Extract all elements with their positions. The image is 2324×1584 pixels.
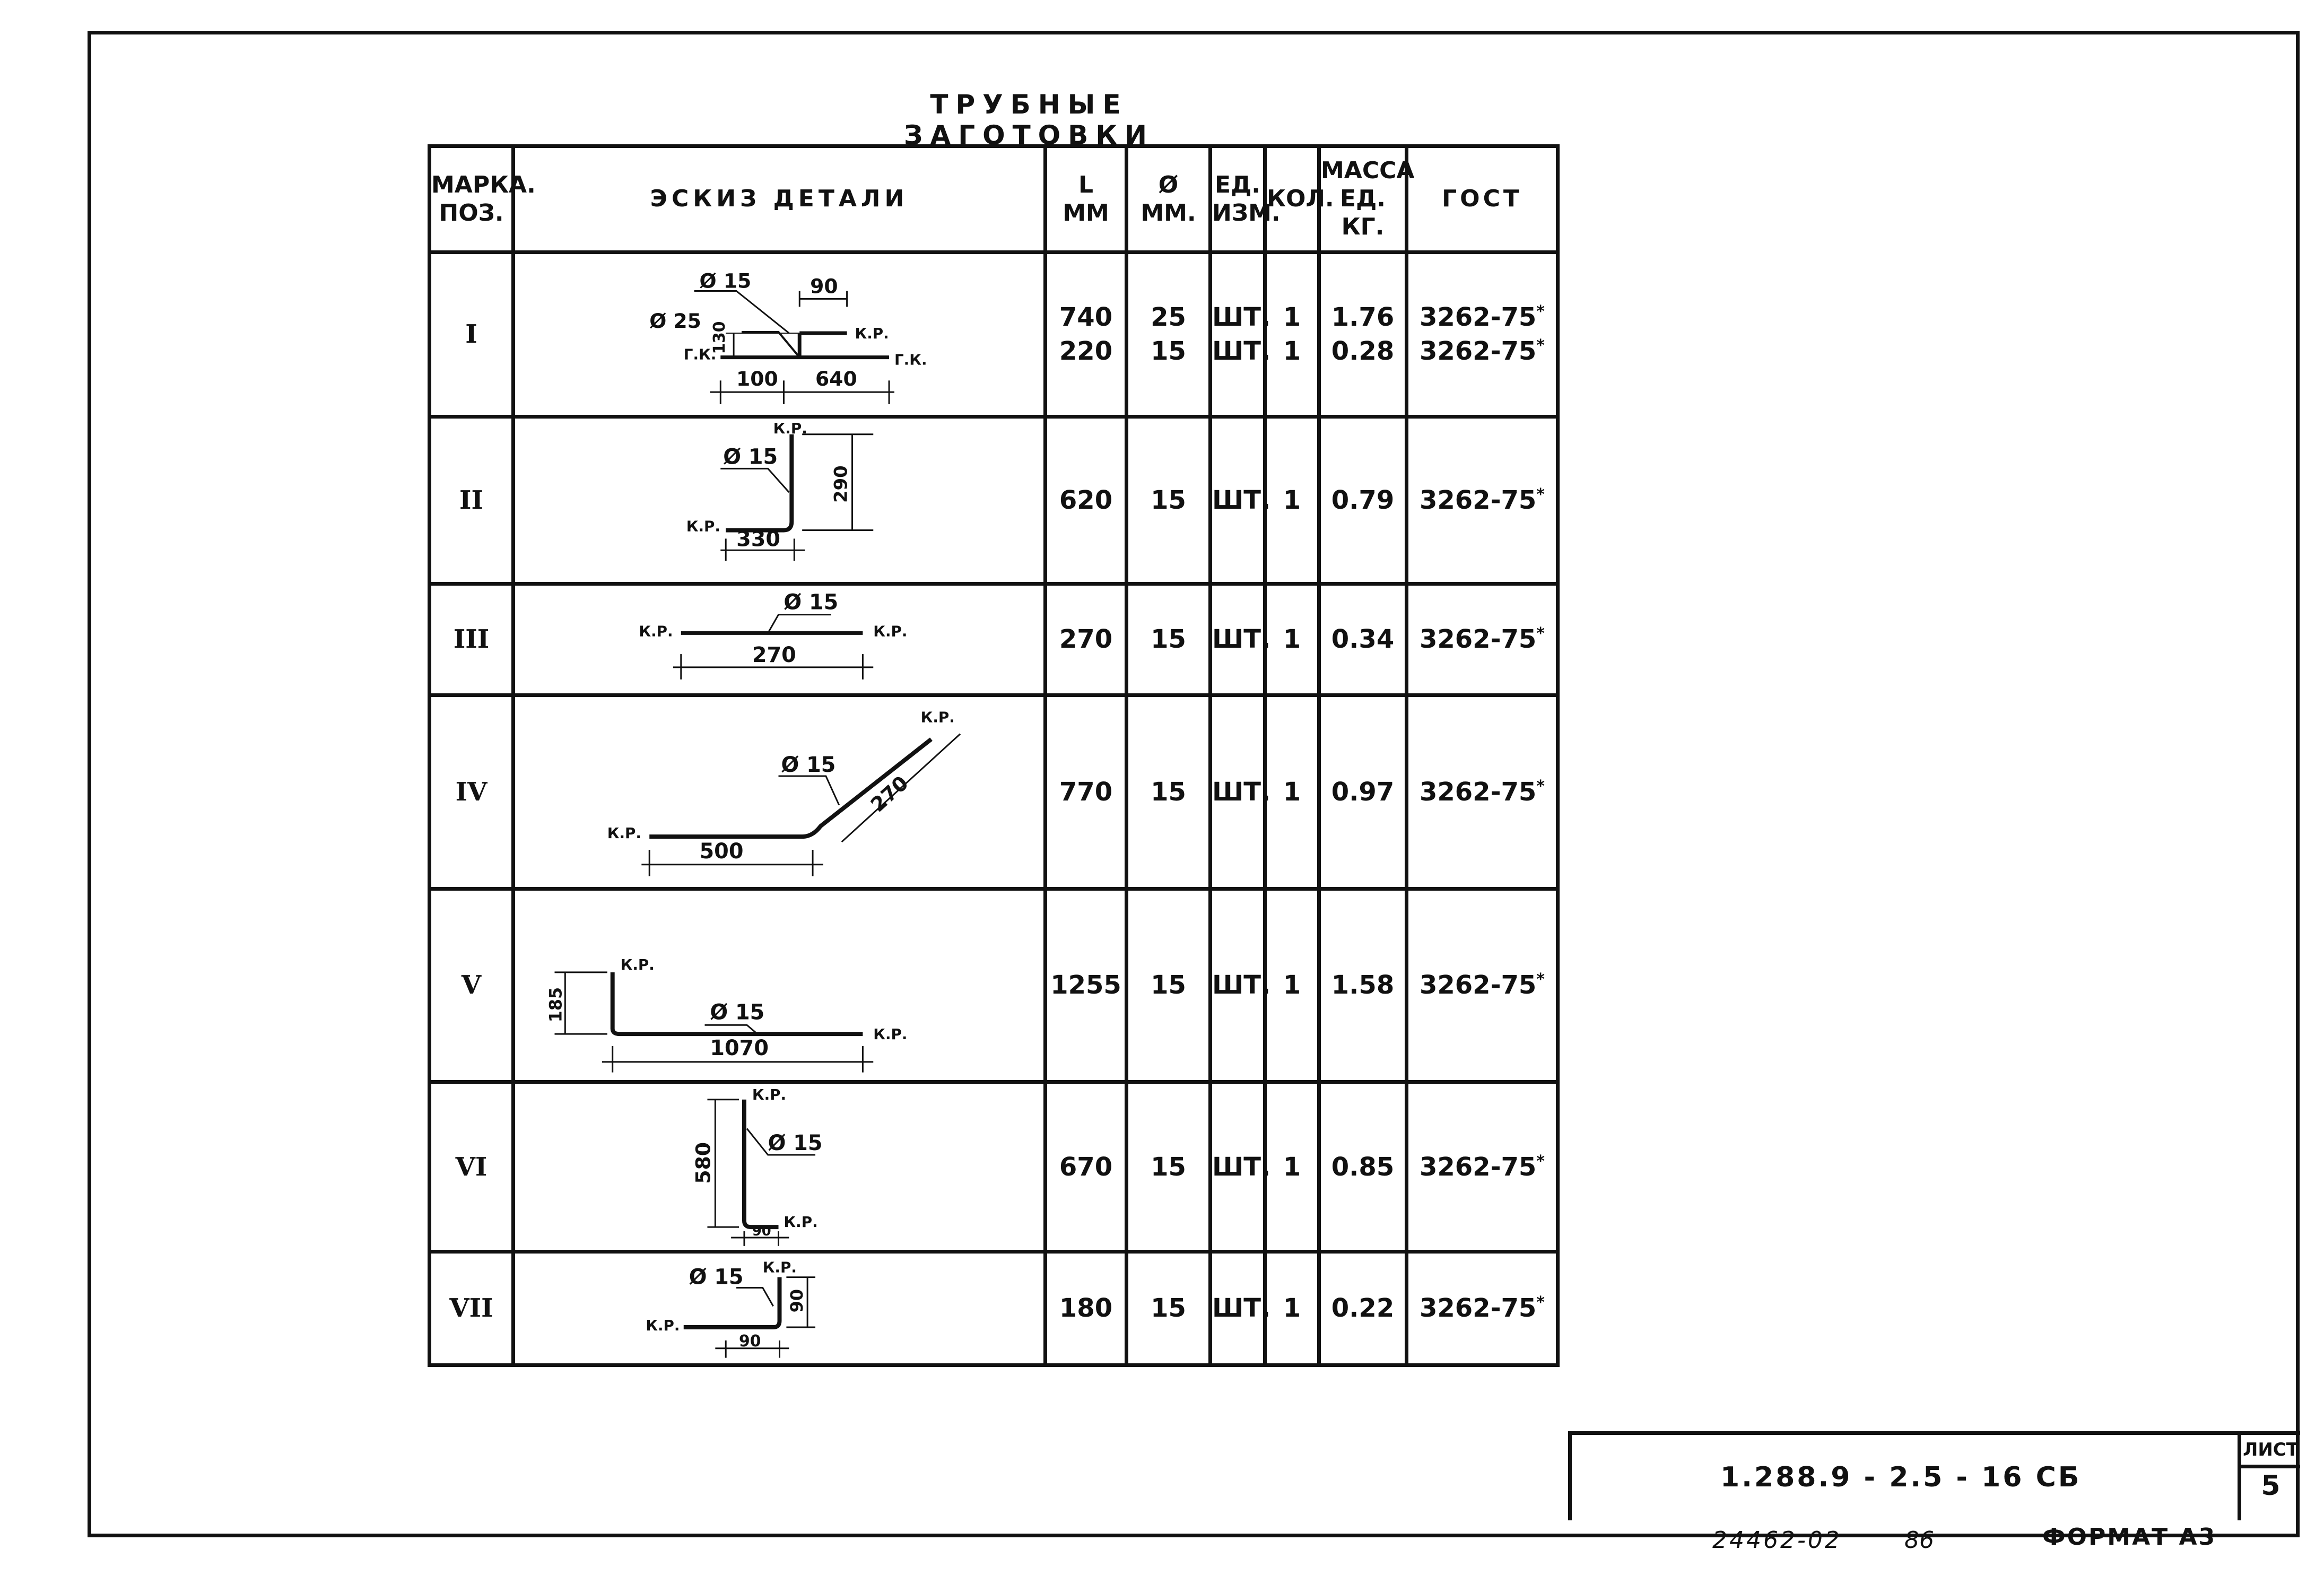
length-cell: 740 220 (1046, 253, 1127, 417)
diameter-cell: 15 (1127, 1082, 1211, 1252)
sketch-label: 185 (546, 987, 566, 1022)
diameter-cell: 15 (1127, 416, 1211, 584)
length-cell: 770 (1046, 695, 1127, 889)
sketch-drawing (515, 891, 1043, 1080)
table-row (430, 1082, 1558, 1252)
sketch-drawing (515, 1084, 1043, 1250)
length-cell: 670 (1046, 1082, 1127, 1252)
unit-cell: ШТ. (1211, 1252, 1265, 1365)
length-cell: 1255 (1046, 889, 1127, 1082)
gost-cell: 3262-75* (1407, 695, 1558, 889)
sketch-label: 90 (810, 274, 838, 298)
table-row (430, 1252, 1558, 1365)
qty-cell: 1 (1265, 695, 1319, 889)
unit-cell: ШТ. ШТ. (1211, 253, 1265, 417)
archive-year: 86 (1904, 1527, 1934, 1554)
mass-cell: 0.97 (1319, 695, 1407, 889)
sketch-label: 270 (866, 771, 913, 817)
sketch-label: К.Р. (873, 1025, 908, 1043)
sketch-label: К.Р. (873, 622, 908, 640)
sketch-label: К.Р. (646, 1316, 680, 1334)
header-length: L ММ (1046, 146, 1127, 253)
sketch-drawing (515, 1254, 1043, 1363)
sketch-label: 580 (691, 1142, 715, 1184)
sketch-label: 130 (710, 321, 729, 354)
row-mark: I (430, 253, 513, 417)
row-mark: II (430, 416, 513, 584)
sheet-box (2238, 1435, 2300, 1520)
title-block (1568, 1431, 2300, 1520)
mass-cell: 0.85 (1319, 1082, 1407, 1252)
sketch-label: 90 (788, 1289, 807, 1313)
diameter-cell: 15 (1127, 1252, 1211, 1365)
sketch-cell (513, 1252, 1046, 1365)
mass-cell: 1.76 0.28 (1319, 253, 1407, 417)
table-row (430, 889, 1558, 1082)
sketch-label: 330 (736, 527, 780, 552)
sketch-cell (513, 695, 1046, 889)
sketch-label: Ø 15 (723, 445, 778, 469)
gost-cell: 3262-75* (1407, 416, 1558, 584)
sketch-label: К.Р. (855, 324, 889, 342)
qty-cell: 1 (1265, 1252, 1319, 1365)
header-mass: МАССА ЕД. КГ. (1319, 146, 1407, 253)
format-label: ФОРМАТ А3 (2042, 1524, 2217, 1551)
header-sketch: ЭСКИЗ ДЕТАЛИ (513, 146, 1046, 253)
qty-cell: 1 (1265, 416, 1319, 584)
table-row (430, 584, 1558, 695)
row-mark: V (430, 889, 513, 1082)
sketch-label: 290 (830, 465, 851, 503)
diameter-cell: 25 15 (1127, 253, 1211, 417)
header-qty: КОЛ. (1265, 146, 1319, 253)
length-cell: 620 (1046, 416, 1127, 584)
sketch-label: 100 (736, 367, 778, 391)
mass-cell: 0.79 (1319, 416, 1407, 584)
row-mark: IV (430, 695, 513, 889)
sketch-label: 90 (739, 1331, 761, 1351)
row-mark: III (430, 584, 513, 695)
row-mark: VI (430, 1082, 513, 1252)
sketch-drawing (515, 586, 1043, 694)
unit-cell: ШТ. (1211, 889, 1265, 1082)
gost-cell: 3262-75* (1407, 584, 1558, 695)
sketch-label: К.Р. (773, 419, 807, 437)
diameter-cell: 15 (1127, 695, 1211, 889)
header-diameter: Ø ММ. (1127, 146, 1211, 253)
unit-cell: ШТ. (1211, 695, 1265, 889)
gost-cell: 3262-75* 3262-75* (1407, 253, 1558, 417)
sketch-cell (513, 889, 1046, 1082)
sketch-label: Г.К. (894, 351, 927, 369)
sketch-label: К.Р. (920, 708, 955, 726)
sketch-drawing (515, 697, 1043, 886)
unit-cell: ШТ. (1211, 1082, 1265, 1252)
sheet-label: ЛИСТ (2241, 1435, 2300, 1468)
mass-cell: 1.58 (1319, 889, 1407, 1082)
page-title: ТРУБНЫЕ ЗАГОТОВКИ (903, 89, 1155, 151)
diameter-cell: 15 (1127, 584, 1211, 695)
diameter-cell: 15 (1127, 889, 1211, 1082)
sketch-label: Ø 15 (689, 1265, 744, 1290)
sketch-label: Ø 15 (768, 1131, 823, 1156)
sketch-label: 270 (752, 642, 796, 667)
pipe-blanks-table (428, 144, 1560, 1367)
gost-cell: 3262-75* (1407, 1082, 1558, 1252)
header-gost: ГОСТ (1407, 146, 1558, 253)
sketch-label: Г.К. (683, 345, 717, 363)
sketch-drawing (515, 254, 1043, 415)
unit-cell: ШТ. (1211, 584, 1265, 695)
sketch-label: К.Р. (762, 1258, 797, 1276)
gost-cell: 3262-75* (1407, 1252, 1558, 1365)
sketch-label: Ø 15 (699, 269, 752, 293)
mass-cell: 0.22 (1319, 1252, 1407, 1365)
document-code: 1.288.9 - 2.5 - 16 СБ (1720, 1461, 2082, 1493)
length-cell: 180 (1046, 1252, 1127, 1365)
qty-cell: 1 (1265, 584, 1319, 695)
table-row (430, 253, 1558, 417)
unit-cell: ШТ. (1211, 416, 1265, 584)
sketch-drawing (515, 419, 1043, 582)
sketch-label: К.Р. (752, 1086, 787, 1104)
qty-cell: 1 1 (1265, 253, 1319, 417)
sheet-number: 5 (2261, 1470, 2281, 1502)
sketch-cell (513, 416, 1046, 584)
qty-cell: 1 (1265, 1082, 1319, 1252)
sketch-label: 640 (815, 367, 857, 391)
header-mark: МАРКА. ПОЗ. (430, 146, 513, 253)
table-row (430, 695, 1558, 889)
sketch-label: К.Р. (607, 824, 641, 842)
mass-cell: 0.34 (1319, 584, 1407, 695)
sketch-label: К.Р. (639, 622, 673, 640)
sketch-label: 90 (752, 1223, 771, 1240)
sketch-cell (513, 253, 1046, 417)
sketch-label: К.Р. (620, 955, 655, 973)
gost-cell: 3262-75* (1407, 889, 1558, 1082)
sketch-label: 500 (699, 839, 744, 864)
sketch-label: Ø 15 (781, 753, 836, 778)
archive-number: 24462-02 (1712, 1527, 1842, 1554)
sketch-cell (513, 1082, 1046, 1252)
table-row (430, 416, 1558, 584)
sketch-label: Ø 15 (784, 590, 839, 615)
sketch-label: К.Р. (686, 517, 720, 535)
sketch-label: Ø 25 (649, 309, 701, 333)
sketch-label: Ø 15 (710, 1000, 765, 1025)
sketch-label: К.Р. (784, 1213, 818, 1231)
sketch-cell (513, 584, 1046, 695)
row-mark: VII (430, 1252, 513, 1365)
header-unit: ЕД. ИЗМ. (1211, 146, 1265, 253)
sketch-label: 1070 (710, 1035, 769, 1060)
header-row (430, 146, 1558, 253)
length-cell: 270 (1046, 584, 1127, 695)
qty-cell: 1 (1265, 889, 1319, 1082)
